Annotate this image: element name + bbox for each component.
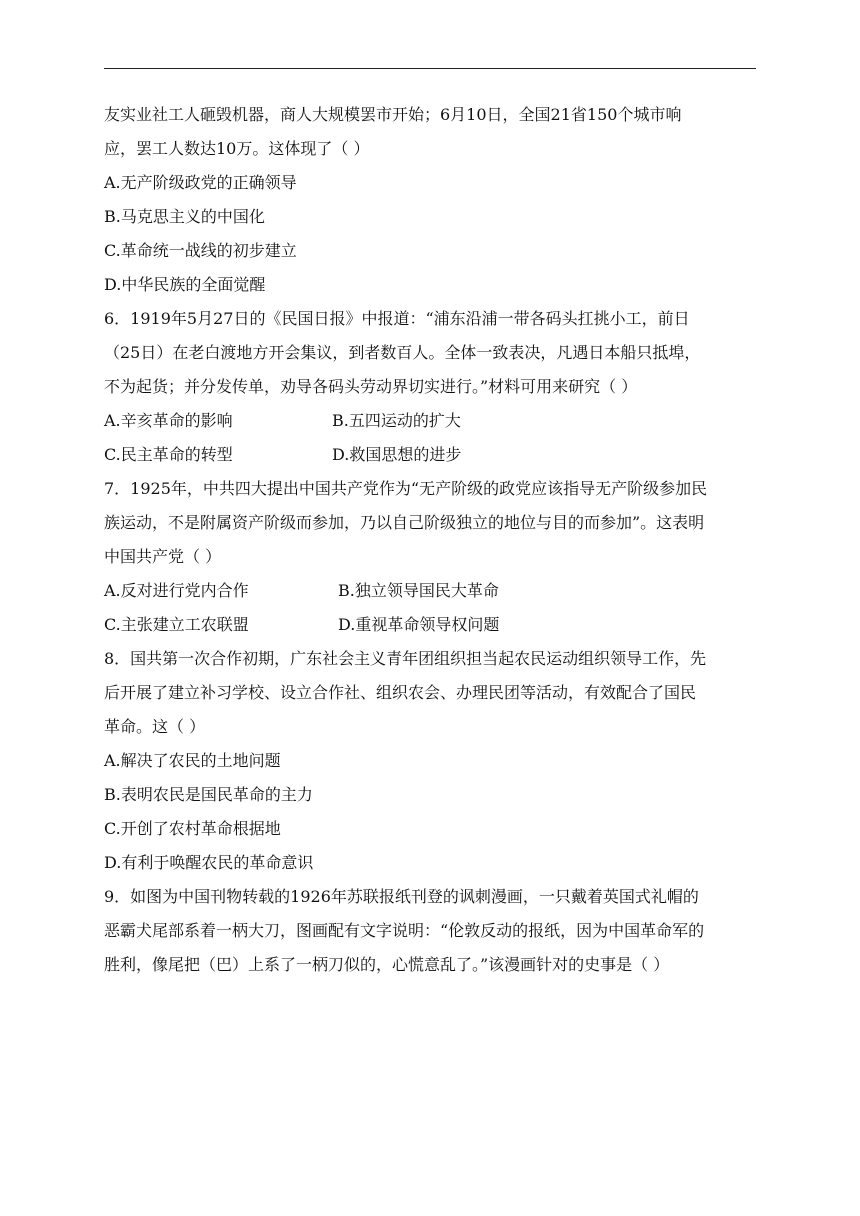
option-c: C.主张建立工农联盟 — [104, 615, 249, 634]
option-b: B.五四运动的扩大 — [332, 411, 461, 430]
option-b: B.表明农民是国民革命的主力 — [104, 785, 313, 804]
question-stem-line: 后开展了建立补习学校、设立合作社、组织农会、办理民团等活动，有效配合了国民 — [104, 683, 697, 702]
option-d: D.有利于唤醒农民的革命意识 — [104, 853, 314, 872]
option-a: A.反对进行党内合作 — [104, 581, 249, 600]
question-stem-line: 6．1919年5月27日的《民国日报》中报道：“浦东沿浦一带各码头扛挑小工，前日 — [104, 309, 690, 328]
option-d: D.救国思想的进步 — [332, 445, 462, 464]
option-b: B.独立领导国民大革命 — [338, 581, 499, 600]
question-stem-line: 9．如图为中国刊物转载的1926年苏联报纸刊登的讽刺漫画，一只戴着英国式礼帽的 — [104, 887, 699, 906]
question-stem-line: 7．1925年，中共四大提出中国共产党作为“无产阶级的政党应该指导无产阶级参加民 — [104, 479, 708, 498]
question-stem-line: （25日）在老白渡地方开会集议，到者数百人。全体一致表决，凡遇日本船只抵埠， — [104, 343, 701, 362]
question-6 — [104, 302, 758, 472]
option-row — [104, 438, 758, 472]
question-7 — [104, 472, 758, 642]
question-5 — [104, 98, 758, 302]
question-8 — [104, 642, 758, 880]
question-stem-line: 8．国共第一次合作初期，广东社会主义青年团组织担当起农民运动组织领导工作，先 — [104, 649, 707, 668]
option-row — [104, 404, 758, 438]
option-c: C.民主革命的转型 — [104, 445, 233, 464]
option-d: D.中华民族的全面觉醒 — [104, 275, 266, 294]
option-a: A.无产阶级政党的正确领导 — [104, 173, 297, 192]
option-row — [104, 608, 758, 642]
question-stem-line: 族运动，不是附属资产阶级而参加，乃以自己阶级独立的地位与目的而参加”。这表明 — [104, 513, 705, 532]
option-row — [104, 574, 758, 608]
question-stem-line: 应，罢工人数达10万。这体现了（ ） — [104, 139, 370, 158]
question-stem-line: 恶霸犬尾部系着一柄大刀，图画配有文字说明：“伦敦反动的报纸，因为中国革命军的 — [104, 921, 705, 940]
question-stem-line: 革命。这（ ） — [104, 717, 206, 736]
header-rule — [104, 68, 756, 69]
exam-page — [104, 98, 758, 982]
question-stem-line: 胜利，像尾把（巴）上系了一柄刀似的，心慌意乱了。”该漫画针对的史事是（ ） — [104, 955, 670, 974]
option-a: A.解决了农民的土地问题 — [104, 751, 281, 770]
option-d: D.重视革命领导权问题 — [338, 615, 500, 634]
question-stem-line: 友实业社工人砸毁机器，商人大规模罢市开始；6月10日，全国21省150个城市响 — [104, 105, 682, 124]
question-stem-line: 中国共产党（ ） — [104, 547, 222, 566]
option-a: A.辛亥革命的影响 — [104, 411, 233, 430]
option-c: C.开创了农村革命根据地 — [104, 819, 281, 838]
question-stem-line: 不为起货；并分发传单，劝导各码头劳动界切实进行。”材料可用来研究（ ） — [104, 377, 638, 396]
question-9 — [104, 880, 758, 982]
option-c: C.革命统一战线的初步建立 — [104, 241, 297, 260]
option-b: B.马克思主义的中国化 — [104, 207, 265, 226]
